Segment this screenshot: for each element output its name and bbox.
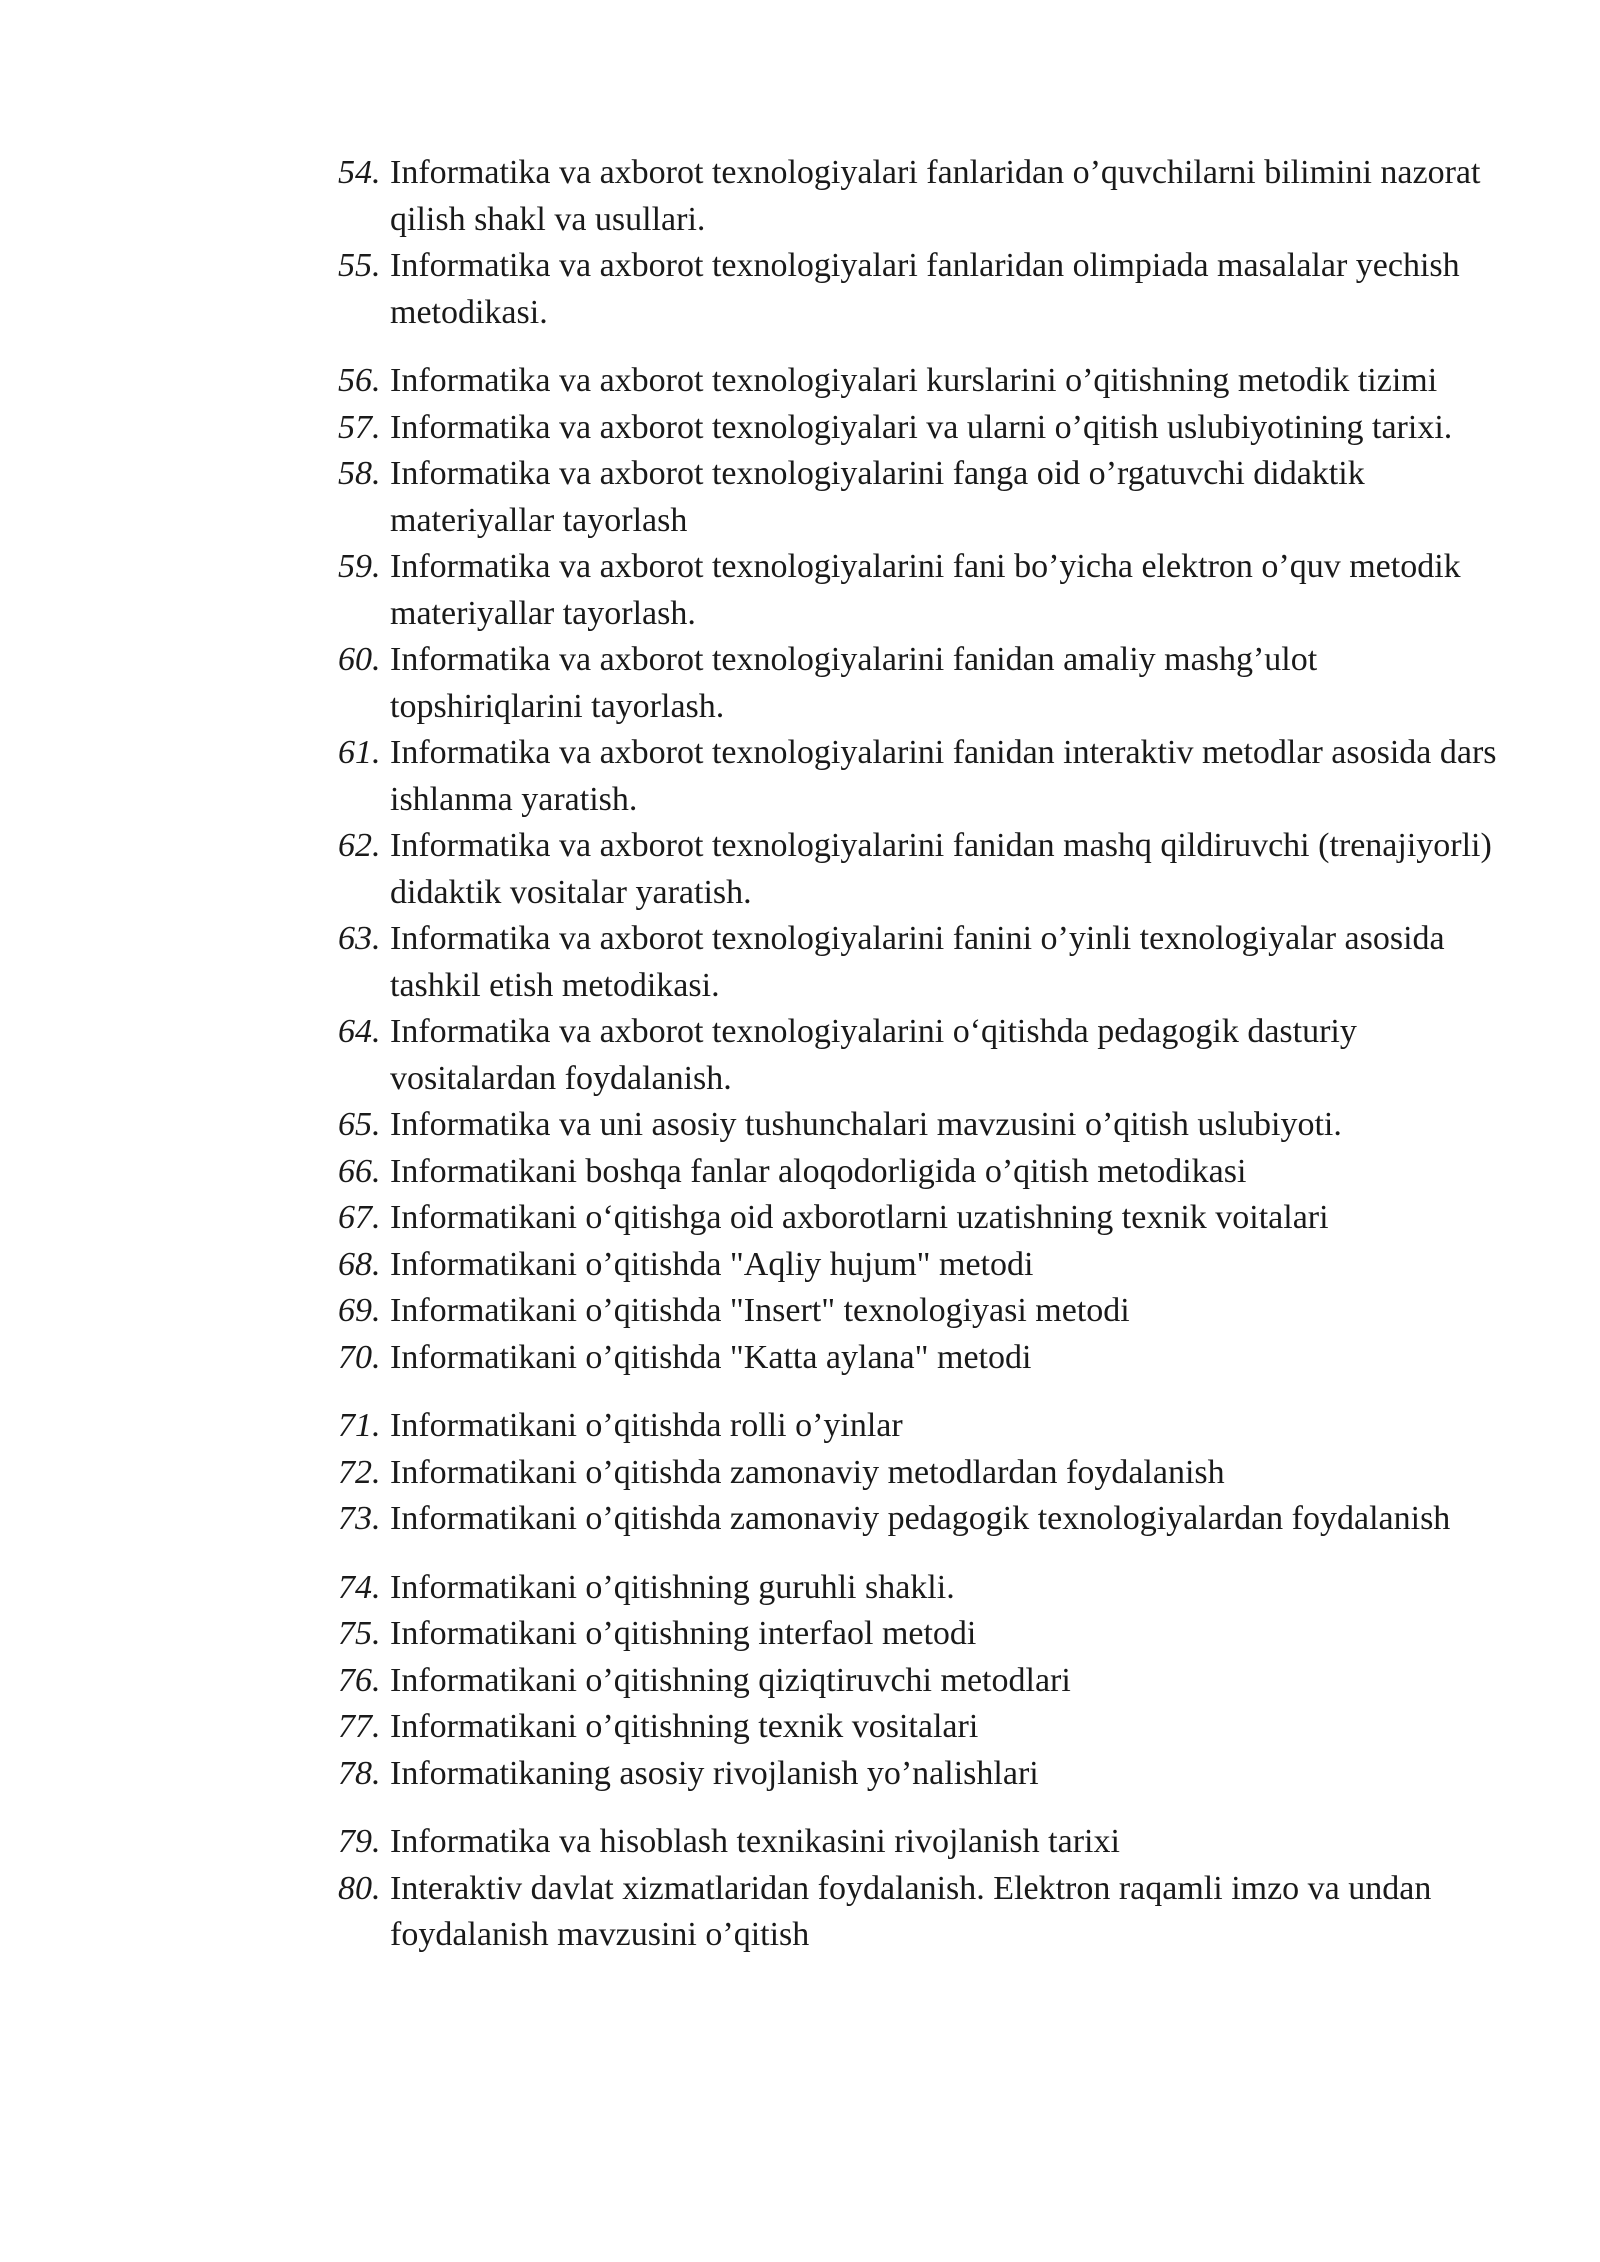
item-number: 57. [338,408,381,446]
item-number: 79. [338,1823,381,1860]
item-text: Informatika va axborot texnologiyalari va ularni o’qitish uslubiyotining tarixi. [390,408,1453,446]
item-text: Informatika va axborot texnologiyalarini fanidan interaktiv metodlar asosida dars ishlanma yaratish. [390,734,1497,818]
item-text: Informatikani o’qitishda "Aqliy hujum" metodi [390,1245,1034,1283]
item-number: 78. [338,1754,381,1792]
item-number: 58. [338,455,381,492]
item-number: 64. [338,1013,381,1050]
item-text: Informatika va axborot texnologiyalarini o‘qitishda pedagogik dasturiy vositalardan foydalanish. [390,1013,1357,1097]
item-number: 80. [338,1869,381,1907]
list-item [338,916,1518,1009]
list-item [338,730,1518,823]
item-text: Informatika va hisoblash texnikasini rivojlanish tarixi [390,1823,1120,1860]
list-item [338,150,1518,243]
item-number: 60. [338,641,381,678]
list-item [338,544,1518,637]
list-item [338,358,1518,405]
item-number: 69. [338,1292,381,1329]
item-number: 77. [338,1708,381,1745]
item-number: 70. [338,1338,381,1376]
list-item [338,1403,1518,1450]
item-number: 65. [338,1106,381,1143]
item-text: Informatikani o’qitishning texnik vositalari [390,1708,979,1745]
item-number: 61. [338,734,381,771]
list-item [338,1704,1518,1751]
list-item [338,1009,1518,1102]
item-number: 71. [338,1407,381,1444]
item-text: Informatikani o‘qitishga oid axborotlarni uzatishning texnik voitalari [390,1199,1329,1236]
list-item [338,823,1518,916]
topic-list [338,150,1518,1959]
item-text: Informatikani o’qitishda zamonaviy pedagogik texnologiyalardan foydalanish [390,1500,1451,1537]
item-number: 72. [338,1453,381,1491]
item-number: 74. [338,1568,381,1606]
item-text: Informatikani o’qitishning interfaol metodi [390,1615,977,1652]
item-number: 62. [338,827,381,864]
item-number: 63. [338,920,381,957]
item-number: 66. [338,1152,381,1190]
item-number: 54. [338,154,381,191]
item-text: Informatikani o’qitishning guruhli shakli. [390,1568,955,1606]
list-item [338,243,1518,336]
item-number: 76. [338,1661,381,1699]
list-item [338,1819,1518,1866]
item-text: Informatikani o’qitishda zamonaviy metodlardan foydalanish [390,1453,1225,1491]
list-item [338,1195,1518,1242]
list-item [338,1658,1518,1705]
item-number: 75. [338,1615,381,1652]
item-number: 59. [338,548,381,585]
item-text: Informatikani o’qitishda rolli o’yinlar [390,1407,903,1444]
item-text: Informatika va axborot texnologiyalarini fanidan amaliy mashg’ulot topshiriqlarini tayorlash. [390,641,1318,725]
list-item [338,637,1518,730]
item-text: Informatikaning asosiy rivojlanish yo’nalishlari [390,1754,1039,1792]
item-text: Informatika va uni asosiy tushunchalari mavzusini o’qitish uslubiyoti. [390,1106,1342,1143]
list-item [338,1242,1518,1289]
item-number: 67. [338,1199,381,1236]
item-text: Informatikani o’qitishda "Katta aylana" metodi [390,1338,1032,1376]
list-item [338,1751,1518,1798]
item-number: 55. [338,247,381,284]
list-item [338,1288,1518,1335]
list-item [338,1149,1518,1196]
list-item [338,1565,1518,1612]
list-item [338,405,1518,452]
item-text: Informatika va axborot texnologiyalarini fanga oid o’rgatuvchi didaktik materiyallar tayorlash [390,455,1365,539]
item-number: 73. [338,1500,381,1537]
item-text: Informatika va axborot texnologiyalari fanlaridan olimpiada masalalar yechish metodikasi. [390,247,1460,331]
item-text: Informatika va axborot texnologiyalarini fanidan mashq qildiruvchi (trenajiyorli) didaktik vositalar yaratish. [390,827,1492,911]
item-text: Informatika va axborot texnologiyalarini fanini o’yinli texnologiyalar asosida tashkil etish metodikasi. [390,920,1445,1004]
item-text: Informatikani boshqa fanlar aloqodorligida o’qitish metodikasi [390,1152,1247,1190]
item-text: Informatikani o’qitishning qiziqtiruvchi metodlari [390,1661,1071,1699]
list-item [338,1102,1518,1149]
list-item [338,1866,1518,1959]
item-number: 56. [338,362,381,399]
item-text: Informatika va axborot texnologiyalari kurslarini o’qitishning metodik tizimi [390,362,1438,399]
item-text: Informatikani o’qitishda "Insert" texnologiyasi metodi [390,1292,1130,1329]
item-text: Informatika va axborot texnologiyalarini fani bo’yicha elektron o’quv metodik materiyallar tayorlash. [390,548,1461,632]
list-item [338,1335,1518,1382]
list-item [338,1611,1518,1658]
list-item [338,1450,1518,1497]
list-item [338,451,1518,544]
item-text: Interaktiv davlat xizmatlaridan foydalanish. Elektron raqamli imzo va undan foydalanish mavzusini o’qitish [390,1869,1432,1953]
item-number: 68. [338,1245,381,1283]
item-text: Informatika va axborot texnologiyalari fanlaridan o’quvchilarni bilimini nazorat qilish shakl va usullari. [390,154,1481,238]
list-item [338,1496,1518,1543]
